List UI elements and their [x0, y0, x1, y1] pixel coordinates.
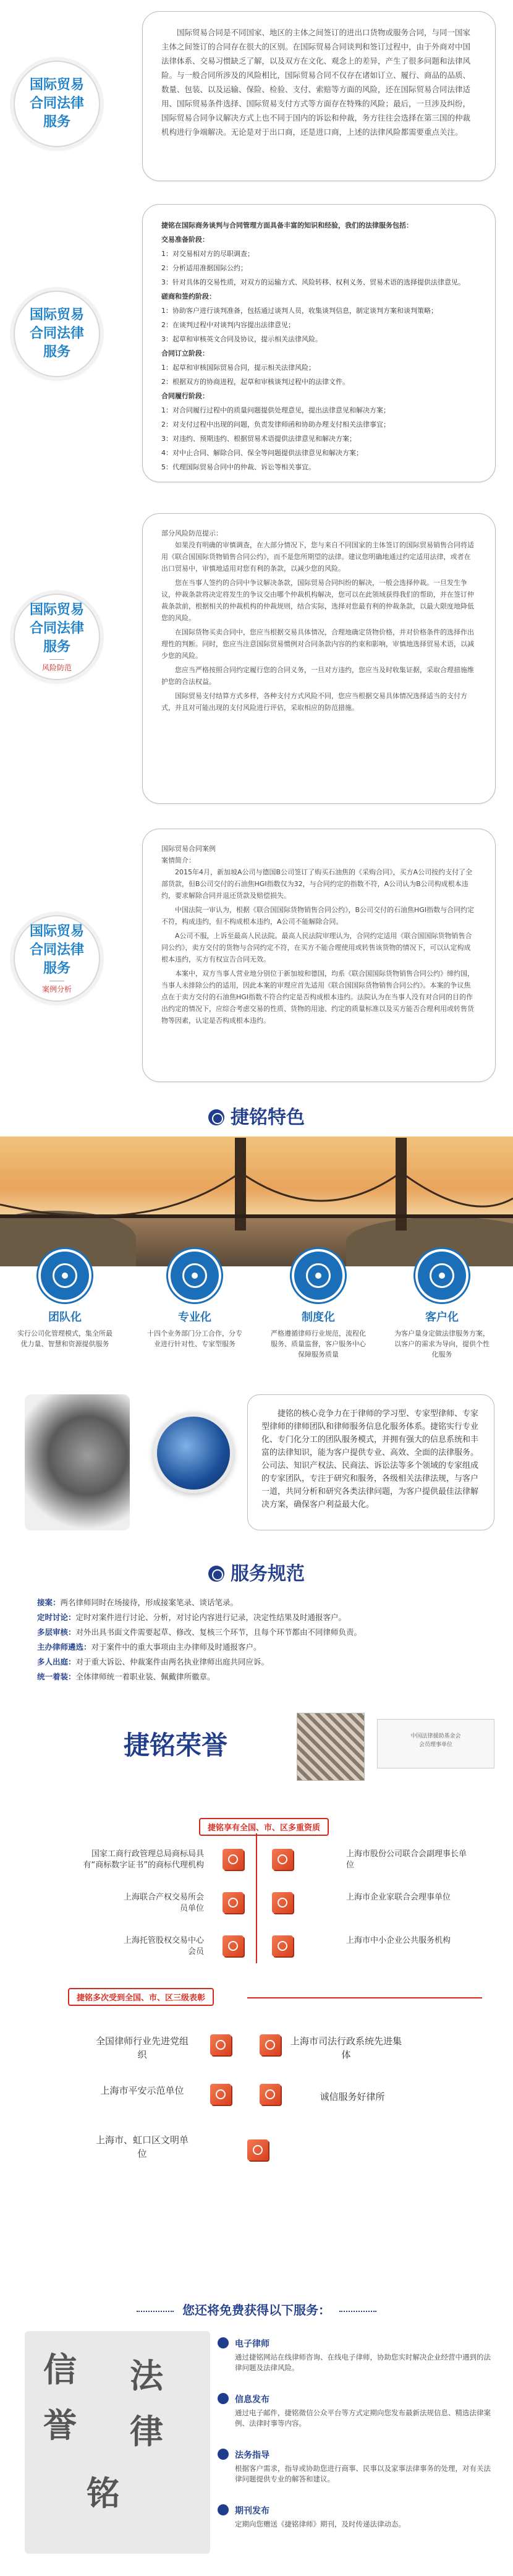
norms-list [37, 1595, 482, 1684]
features-row [0, 1249, 513, 1385]
decor-line [339, 2311, 376, 2312]
feature-title: 团队化 [48, 1311, 82, 1324]
honor-cube-icon [223, 1935, 244, 1956]
norm-item [37, 1625, 482, 1640]
service-bullet-icon [218, 2393, 229, 2404]
award-item: 诚信服务好律所 [320, 2091, 385, 2102]
service-line: 1：协助客户进行谈判准备，包括通过谈判人员，收集谈判信息，制定谈判方案和谈判策略； [161, 307, 438, 315]
feature-team-icon [38, 1249, 91, 1302]
service-line: 1：对交易相对方的尽职调查； [161, 250, 254, 258]
honor-item: 上海联合产权交易所会员单位 [124, 1893, 205, 1913]
norm-label: 主办律师遴选： [37, 1642, 91, 1652]
honor-cube-icon [272, 1935, 293, 1956]
award-cube-icon [247, 2139, 268, 2160]
award-cube-icon [260, 2084, 281, 2105]
section-badge [14, 291, 100, 377]
features-heading-text: 捷铭特色 [231, 1107, 305, 1128]
service-title: 法务指导 [235, 2450, 269, 2460]
award-cube-icon [260, 2034, 281, 2055]
section-badge-title: 国际贸易 合同法律 服务 [29, 924, 84, 976]
section-paragraph: A公司不服，上诉至最高人民法院。最高人民法院审理认为，合同约定适用《联合国国际货物销售合同公约》，卖方交付的货物与合同约定不符，在买方不能合理使用或转售该货物的情况下，可以认定构成根本违约，买方有权宣告合同无效。 [161, 932, 472, 963]
norm-item [37, 1610, 482, 1625]
calligraphy-image [25, 2331, 210, 2554]
service-bullet-icon [218, 2449, 229, 2460]
section-badge-subtitle: 风险防范 [41, 663, 72, 672]
feature-item [266, 1249, 371, 1360]
service-line: 5：代理国际贸易合同中的仲裁、诉讼等相关事宜。 [161, 463, 315, 471]
advantage-card [247, 1394, 494, 1530]
honor-item: 国家工商行政管理总局商标局具有“商标数字证书”的商标代理机构 [83, 1849, 204, 1870]
bridge-banner-image [0, 1137, 513, 1266]
section-paragraph: 如果没有明确的审慎调查，在大部分情况下，您与来自不同国家的主体签订的国际贸易销售合同将适用《联合国国际货物销售合同公约》，而不是您所期望的法律。建议您明确地通过约定适用法律，或者在出口贸易中，审慎地适用对您有利的条款，以减少您的风险。 [161, 541, 474, 573]
honor-cube-icon [272, 1892, 293, 1913]
advantage-text: 捷铭的核心竞争力在于律师的学习型、专家型律师、专家型律师的律师团队和律师服务信息化服务体系。捷铭实行专业化、专门化分工的团队服务模式，并拥有强大的信息系统和丰富的法律知识，能为客户提供专业、高效、全面的法律服务。公司法、知识产权法、民商法、诉讼法等多个领域的专家组成的专家团队，专注于研究和服务，各级相关法律法规，与客户一道，共同分析和研究各类法律问题，为客户提供最佳法律解决方案，确保客户利益最大化。 [261, 1409, 479, 1509]
section-paragraph: 国际贸易合同案例 [161, 845, 216, 853]
free-service-item [235, 2449, 494, 2484]
service-line: 3：对违约、预期违约、根据贸易术语提供法律意见和解决方案； [161, 435, 356, 443]
globe-icon [208, 1109, 224, 1125]
feature-client-icon [415, 1249, 468, 1302]
norm-text: 对于重大诉讼、仲裁案件由两名执业律师出庭共同应诉。 [75, 1657, 269, 1666]
honor-item: 上海市中小企业公共服务机构 [346, 1936, 451, 1945]
award-cube-icon [210, 2034, 231, 2055]
feature-item [142, 1249, 247, 1349]
service-line: 2：分析适用准据国际公约； [161, 264, 247, 272]
norm-item [37, 1670, 482, 1684]
feature-system-icon [292, 1249, 345, 1302]
award-item: 全国律师行业先进党组织 [95, 2036, 189, 2060]
bridge-cables [0, 1137, 513, 1266]
award-tag: 捷铭多次受到全国、市、区三级表彰 [68, 1988, 214, 2006]
norms-heading [0, 1558, 513, 1585]
norm-text: 两名律师同时在场接待，形成接案笔录、谈话笔录。 [60, 1598, 239, 1607]
section-paragraph: 您在当事人签约的合同中争议解决条款，国际贸易合同纠纷的解决，一般会选择仲裁。一旦发生争议，仲裁条款将决定将发生的争议交由哪个仲裁机构解决，您可以在此领域获得我们的帮助，并在签订仲裁条款前，根据相关的仲裁机构的仲裁规则，结合实际，选择对您最有利的仲裁条款，以最大限度地降低您的风险。 [161, 579, 474, 622]
award-item: 上海市司法行政系统先进集体 [290, 2036, 402, 2060]
norm-text: 定时对案件进行讨论、分析，对讨论内容进行记录，决定性结果及时通报客户。 [75, 1613, 347, 1622]
connector-line [256, 1833, 257, 1963]
norm-text: 对外出具书面文件需要起草、修改、复核三个环节，且每个环节都由不同律师负责。 [75, 1627, 362, 1637]
certificate-plaque [377, 1719, 494, 1768]
section-paragraph: 您应当严格按照合同约定履行您的合同义务，一旦对方违约，您应当及时收集证据，采取合理措施维护您的合法权益。 [161, 666, 474, 686]
service-line: 3：起草和审核英文合同及协议，提示相关法律风险。 [161, 335, 322, 343]
honor-item: 上海市股份公司联合会副理事长单位 [346, 1849, 467, 1870]
section-card [142, 513, 496, 804]
honor-item: 上海市企业家联合会理事单位 [346, 1893, 451, 1902]
honors-heading: 捷铭荣誉 [124, 1730, 228, 1760]
connector-line [247, 1997, 482, 1998]
service-bullet-icon [218, 2504, 229, 2515]
feature-item [389, 1249, 494, 1360]
norm-label: 统一着装： [37, 1672, 76, 1681]
section-badge [14, 594, 100, 680]
section-badge-title: 国际贸易 合同法律 服务 [29, 77, 84, 130]
section-paragraph: 国际贸易合同是不同国家、地区的主体之间签订的进出口货物或服务合同，与同一国家主体之间签订的合同存在很大的区别。在国际贸易合同谈判和签订过程中，由于外商对中国法律体系、交易习惯缺乏了解，以及双方在文化、观念上的差异，产生了很多问题和法律风险。与一般合同所涉及的风险相比，国际贸易合同不仅存在诸如订立、履行、商品的品质、数量、包装、以及运输、保险、检验、支付、索赔等方面的风险，还在国际贸易合同法律适用、国际贸易条件选择、国际贸易支付方式等方面存在特殊的风险；最后，一旦涉及纠纷，国际贸易合同争议解决方式上也不同于国内的诉讼和仲裁，务方往往会选择在第三国的仲裁机构进行争端解决。无论是对于出口商，还是进口商，上述的法律风险都需要重点关注。 [161, 28, 471, 137]
norm-label: 定时讨论： [37, 1613, 76, 1622]
section-card [142, 829, 496, 1082]
norm-item [37, 1655, 482, 1670]
service-line: 2：根据双方的协商进程，起草和审核谈判过程中的法律文件。 [161, 378, 349, 386]
section-paragraph: 本案中，双方当事人营业地分别位于新加坡和德国，均系《联合国国际货物销售合同公约》缔约国，当事人未排除公约的适用，因此本案的审理应首先适用《联合国国际货物销售合同公约》。本案的争议焦点在于卖方交付的石油焦HGI指数不符合约定是否构成根本违约。法院认为在当事人没有对合同的目的作出约定的情况下，应综合考虑交易的性质、货物的用途、约定的质量标准以及买方能否合理利用或转售货物等因素，认定是否构成根本违约。 [161, 970, 474, 1025]
honor-cube-icon [223, 1849, 244, 1870]
service-lines [161, 218, 477, 474]
service-line: 1：起草和审核国际贸易合同，提示相关法律风险； [161, 364, 315, 372]
free-service-item [235, 2393, 494, 2429]
section-paragraph: 中国法院一审认为，根据《联合国国际货物销售合同公约》，B公司交付的石油焦HGI指数与合同约定不符，构成违约，但不构成根本违约，A公司不能解除合同。 [161, 906, 475, 926]
feature-desc: 十四个业务部门分工合作，分专业进行针对性、专家型服务 [147, 1329, 242, 1348]
free-services-heading-text: 您还将免费获得以下服务： [182, 2303, 331, 2318]
norm-label: 多人出庭： [37, 1657, 76, 1666]
service-line: 捷铭在国际商务谈判与合同管理方面具备丰富的知识和经验，我们的法律服务包括： [161, 221, 413, 229]
feature-desc: 实行公司化管理模式，集全所最优力量、智慧和资源提供服务 [17, 1329, 112, 1348]
service-desc: 根据客户需求，指导或协助您进行商事、民事以及家事法律事务的处理，对有关法律问题提供专业的解答和建议。 [235, 2464, 491, 2483]
norm-text: 全体律师统一着职业装、佩戴律所徽章。 [75, 1672, 215, 1681]
norm-item [37, 1640, 482, 1655]
feature-title: 制度化 [302, 1311, 335, 1324]
service-desc: 通过捷铭网站在线律师咨询、在线电子律师，协助您实时解决企业经营中遇到的法律问题及法律风险。 [235, 2353, 491, 2372]
calligraphy-glyph: 法 [130, 2356, 163, 2395]
features-heading [0, 1102, 513, 1129]
section-paragraph: 国际贸易支付结算方式多样，各种支付方式风险不同，您应当根据交易具体情况选择适当的支付方式，并且对可能出现的支付风险进行评估，采取相应的防范措施。 [161, 692, 467, 712]
service-line: 4：对中止合同、解除合同、保全等问题提供法律意见和解决方案； [161, 449, 363, 457]
service-line: 磋商和签约阶段： [161, 292, 216, 301]
feature-item [12, 1249, 117, 1349]
globe-icon [208, 1566, 224, 1582]
calligraphy-glyph: 律 [130, 2412, 163, 2451]
free-services-heading [0, 2300, 513, 2318]
mosaic-image [297, 1713, 365, 1781]
feature-title: 专业化 [178, 1311, 211, 1324]
honor-cube-icon [272, 1849, 293, 1870]
feature-expert-icon [168, 1249, 221, 1302]
service-line: 1：对合同履行过程中的质量问题提供处理意见，提出法律意见和解决方案； [161, 406, 390, 414]
feature-desc: 严格遵循律师行业规范，流程化服务、质量监督，客户服务中心保障服务质量 [271, 1329, 366, 1358]
service-desc: 定期向您赠送《捷铭律师》期刊，及时传递法律动态。 [235, 2520, 405, 2528]
section-paragraph: 在国际货物买卖合同中，您应当根据交易具体情况，合理地确定货物价格，并对价格条件的选择作出理性的判断。同时，您应当注意国际贸易惯例对合同条款内容的约束和影响，审慎地选择贸易术语，以减少您的风险。 [161, 628, 474, 660]
service-line: 3：针对具体的交易性质，对双方的运输方式、风险转移、权利义务、贸易术语的选择提供法律意见。 [161, 278, 465, 286]
feature-desc: 为客户量身定做法律服务方案，以客户的需求为导向，提供个性化服务 [394, 1329, 490, 1358]
calligraphy-glyph: 信 [43, 2350, 77, 2389]
divider [49, 659, 64, 660]
norm-text: 对于案件中的重大事项由主办律师及时通报客户。 [91, 1642, 261, 1652]
qualification-tag: 捷铭享有全国、市、区多重资质 [199, 1818, 329, 1836]
section-badge [14, 915, 100, 1002]
service-line: 2：在谈判过程中对谈判内容提出法律意见； [161, 321, 295, 329]
norm-label: 多层审核： [37, 1627, 76, 1637]
service-line: 合同履行阶段： [161, 392, 209, 400]
section-paragraph: 部分风险防范提示： [161, 529, 223, 537]
section-badge-title: 国际贸易 合同法律 服务 [29, 307, 84, 360]
certificate-text: 中国法律援助基金会 会员理事单位 [410, 1733, 461, 1748]
section-badge-title: 国际贸易 合同法律 服务 [29, 602, 84, 655]
service-line: 交易准备阶段： [161, 236, 209, 244]
feature-title: 客户化 [425, 1311, 459, 1324]
service-title: 电子律师 [235, 2339, 269, 2349]
service-title: 期刊发布 [235, 2506, 269, 2516]
service-desc: 通过电子邮件，捷铭微信公众平台等方式定期向您发布最新法规信息、精选法律案例、法律时事等内容。 [235, 2408, 491, 2428]
service-line: 2：对支付过程中出现的问题，负责发律师函和协助办理支付相关法律事宜； [161, 420, 390, 429]
calligraphy-glyph: 誉 [43, 2405, 77, 2445]
award-item: 上海市平安示范单位 [100, 2085, 184, 2096]
honor-cube-icon [223, 1892, 244, 1913]
free-service-item [235, 2337, 494, 2373]
globe-orb-image [153, 1413, 234, 1493]
service-line: 合同订立阶段： [161, 349, 209, 357]
section-card [142, 204, 496, 482]
dragon-sculpture-image [25, 1394, 130, 1530]
free-service-item [235, 2504, 494, 2530]
service-title: 信息发布 [235, 2395, 269, 2405]
section-paragraph: 案情简介： [161, 856, 195, 864]
norms-heading-text: 服务规范 [231, 1563, 305, 1585]
award-cube-icon [210, 2084, 231, 2105]
service-bullet-icon [218, 2337, 229, 2348]
section-badge-subtitle: 案例分析 [41, 985, 72, 994]
section-paragraph: 2015年4月，新加坡A公司与德国B公司签订了购买石油焦的《采购合同》，买方A公司按约支付了全部货款，但B公司交付的石油焦HGI指数仅为32，与合同约定的指数不符，A公司认为B公司构成根本违约，要求解除合同并退还货款及赔偿损失。 [161, 868, 473, 900]
award-item: 上海市、虹口区文明单位 [95, 2135, 189, 2159]
calligraphy-glyph: 铭 [87, 2473, 120, 2513]
norm-label: 接案： [37, 1598, 61, 1607]
section-badge [14, 61, 100, 147]
decor-line [137, 2311, 174, 2312]
norm-item [37, 1595, 482, 1610]
section-card [142, 11, 496, 181]
honor-item: 上海托管股权交易中心会员 [124, 1936, 205, 1956]
